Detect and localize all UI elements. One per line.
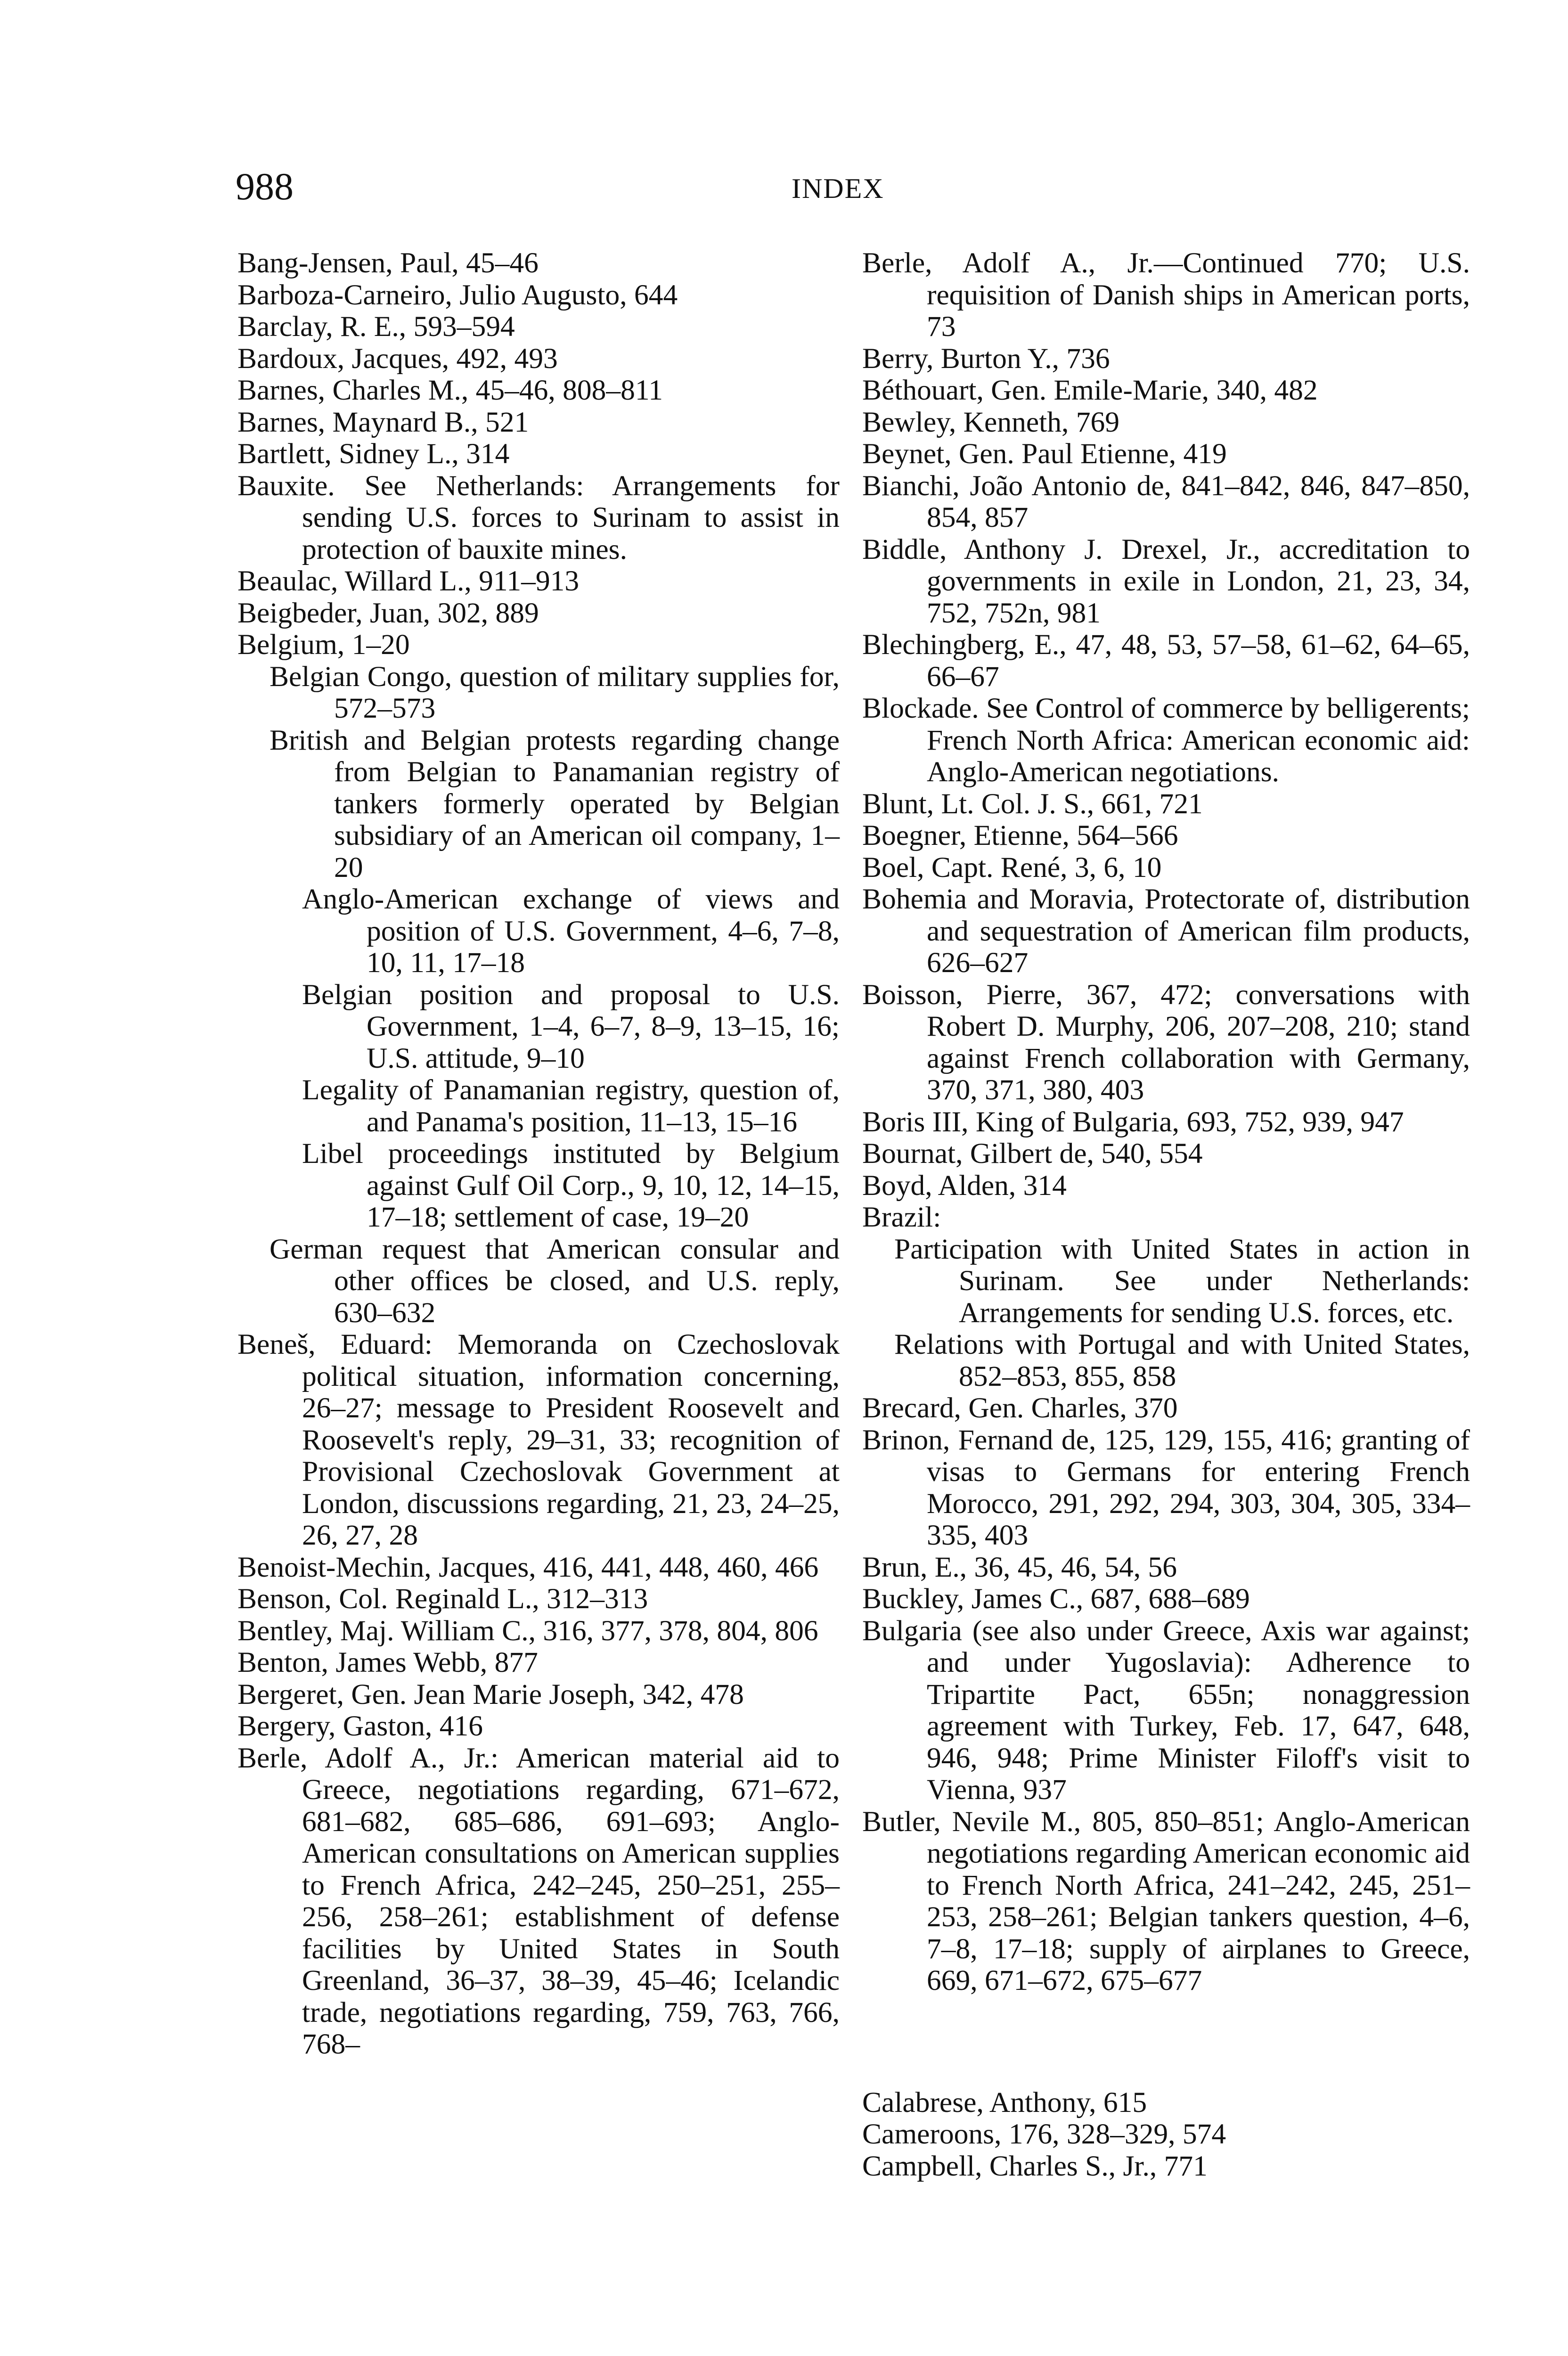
- index-entry: Boris III, King of Bulgaria, 693, 752, 939, 947: [862, 1105, 1404, 1138]
- index-entry: Berry, Burton Y., 736: [862, 342, 1110, 375]
- page-number: 988: [236, 165, 294, 208]
- index-entry: Beynet, Gen. Paul Etienne, 419: [862, 438, 1227, 470]
- index-subentry: Participation with United States in action in Surinam. See under Netherlands: Arrangements for sending U.S. forces, etc.: [894, 1233, 1470, 1329]
- index-subentry: Belgian position and proposal to U.S. Government, 1–4, 6–7, 8–9, 13–15, 16; U.S. attitude, 9–10: [302, 978, 840, 1074]
- index-entry: Bartlett, Sidney L., 314: [237, 438, 510, 470]
- index-subentry: British and Belgian protests regarding change from Belgian to Panamanian registry of tankers formerly operated by Belgian subsidiary of an American oil company, 1–20: [270, 724, 840, 884]
- index-gap: [862, 2026, 1470, 2058]
- index-entry: Blunt, Lt. Col. J. S., 661, 721: [862, 787, 1203, 820]
- index-entry: Barclay, R. E., 593–594: [237, 311, 515, 343]
- index-entry: Bergery, Gaston, 416: [237, 1710, 483, 1742]
- index-entry: Barnes, Maynard B., 521: [237, 406, 529, 438]
- index-subentry: Relations with Portugal and with United States, 852–853, 855, 858: [894, 1328, 1470, 1392]
- index-subentry: Belgian Congo, question of military supplies for, 572–573: [270, 660, 840, 724]
- index-entry: Bohemia and Moravia, Protectorate of, distribution and sequestration of American film products, 626–627: [862, 883, 1470, 979]
- index-subentry: Legality of Panamanian registry, question of, and Panama's position, 11–13, 15–16: [302, 1074, 840, 1138]
- index-entry: Benoist-Mechin, Jacques, 416, 441, 448, 460, 466: [237, 1551, 819, 1583]
- index-entry: Bardoux, Jacques, 492, 493: [237, 342, 558, 375]
- index-entry: Barboza-Carneiro, Julio Augusto, 644: [237, 278, 678, 311]
- index-entry: Brazil:: [862, 1201, 941, 1233]
- index-entry: Benton, James Webb, 877: [237, 1646, 538, 1678]
- index-entry: Bianchi, João Antonio de, 841–842, 846, 847–850, 854, 857: [862, 469, 1470, 533]
- index-entry: Butler, Nevile M., 805, 850–851; Anglo-American negotiations regarding American economic aid to French North Africa, 241–242, 245, 251–253, 258–261; Belgian tankers question, 4–6, 7–8, 17–18; supply of airplanes to Greece, 669, 671–672, 675–677: [862, 1805, 1470, 1996]
- running-head: INDEX: [792, 173, 884, 204]
- index-entry: Bauxite. See Netherlands: Arrangements for sending U.S. forces to Surinam to assist in protection of bauxite mines.: [237, 469, 840, 565]
- index-subentry: Libel proceedings instituted by Belgium against Gulf Oil Corp., 9, 10, 12, 14–15, 17–18; settlement of case, 19–20: [302, 1137, 840, 1233]
- index-entry: Berle, Adolf A., Jr.—Continued 770; U.S. requisition of Danish ships in American ports, 73: [862, 247, 1470, 343]
- index-entry: Barnes, Charles M., 45–46, 808–811: [237, 374, 663, 406]
- index-entry: Berle, Adolf A., Jr.: American material aid to Greece, negotiations regarding, 671–672, 681–682, 685–686, 691–693; Anglo-American consultations on American supplies to French Africa, 242–245, 250–251, 255–256, 258–261; establishment of defense facilities by United States in South Greenland, 36–37, 38–39, 45–46; Icelandic trade, negotiations regarding, 759, 763, 766, 768–: [237, 1742, 840, 2060]
- index-entry: Brecard, Gen. Charles, 370: [862, 1392, 1178, 1424]
- index-entry: Bournat, Gilbert de, 540, 554: [862, 1137, 1203, 1170]
- index-entry: Cameroons, 176, 328–329, 574: [862, 2118, 1226, 2150]
- index-entry: Biddle, Anthony J. Drexel, Jr., accreditation to governments in exile in London, 21, 23, 34, 752, 752n, 981: [862, 533, 1470, 629]
- index-entry: Beneš, Eduard: Memoranda on Czechoslovak political situation, information concerning, 26–27; message to President Roosevelt and Roosevelt's reply, 29–31, 33; recognition of Provisional Czechoslovak Government at London, discussions regarding, 21, 23, 24–25, 26, 27, 28: [237, 1328, 840, 1551]
- index-entry: Bang-Jensen, Paul, 45–46: [237, 247, 539, 279]
- index-column-left: [237, 247, 840, 2061]
- index-entry: Benson, Col. Reginald L., 312–313: [237, 1583, 648, 1615]
- index-entry: Boegner, Etienne, 564–566: [862, 819, 1178, 851]
- index-subentry: Anglo-American exchange of views and position of U.S. Government, 4–6, 7–8, 10, 11, 17–18: [302, 883, 840, 979]
- index-entry: Boyd, Alden, 314: [862, 1169, 1067, 1202]
- index-entry: Boel, Capt. René, 3, 6, 10: [862, 851, 1162, 884]
- index-entry: Bewley, Kenneth, 769: [862, 406, 1119, 438]
- index-entry: Boisson, Pierre, 367, 472; conversations with Robert D. Murphy, 206, 207–208, 210; stand against French collaboration with Germany, 370, 371, 380, 403: [862, 978, 1470, 1106]
- index-entry: Bergeret, Gen. Jean Marie Joseph, 342, 478: [237, 1678, 744, 1710]
- index-entry: Brinon, Fernand de, 125, 129, 155, 416; granting of visas to Germans for entering French Morocco, 291, 292, 294, 303, 304, 305, 334–335, 403: [862, 1423, 1470, 1551]
- index-entry: Bulgaria (see also under Greece, Axis war against; and under Yugoslavia): Adherence to Tripartite Pact, 655n; nonaggression agreement with Turkey, Feb. 17, 647, 648, 946, 948; Prime Minister Filoff's visit to Vienna, 937: [862, 1614, 1470, 1806]
- index-entry: Béthouart, Gen. Emile-Marie, 340, 482: [862, 374, 1318, 406]
- index-entry: Bentley, Maj. William C., 316, 377, 378, 804, 806: [237, 1614, 818, 1647]
- index-entry: Blockade. See Control of commerce by belligerents; French North Africa: American economic aid: Anglo-American negotiations.: [862, 692, 1470, 788]
- index-subentry: German request that American consular and other offices be closed, and U.S. reply, 630–632: [270, 1233, 840, 1329]
- index-entry: Belgium, 1–20: [237, 629, 410, 661]
- index-entry: Campbell, Charles S., Jr., 771: [862, 2150, 1208, 2182]
- index-entry: Buckley, James C., 687, 688–689: [862, 1583, 1250, 1615]
- index-column-right: [862, 247, 1470, 2182]
- index-entry: Calabrese, Anthony, 615: [862, 2086, 1147, 2119]
- index-entry: Brun, E., 36, 45, 46, 54, 56: [862, 1551, 1177, 1583]
- index-entry: Blechingberg, E., 47, 48, 53, 57–58, 61–62, 64–65, 66–67: [862, 629, 1470, 693]
- index-entry: Beigbeder, Juan, 302, 889: [237, 597, 539, 629]
- index-entry: Beaulac, Willard L., 911–913: [237, 565, 580, 597]
